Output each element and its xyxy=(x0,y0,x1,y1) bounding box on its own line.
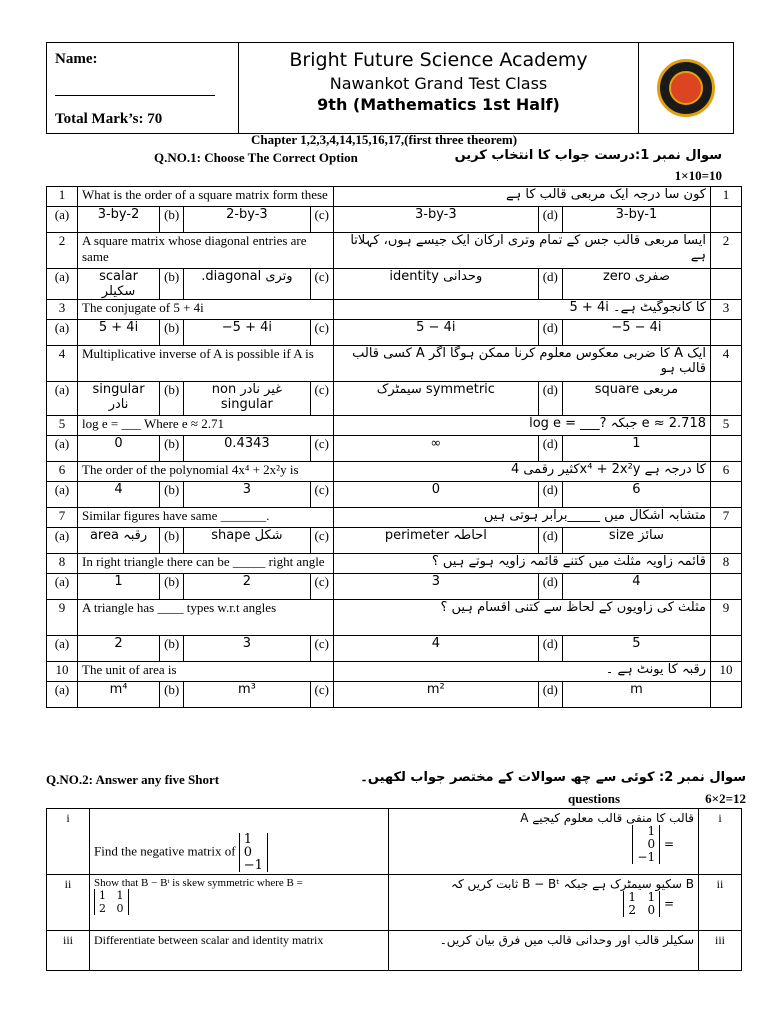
q2-questions-word: questions xyxy=(568,791,621,806)
short-number-ur: iii xyxy=(699,931,742,971)
mcq-number-ur: 1 xyxy=(711,187,742,207)
mcq-question-ur: متشابہ اشکال میں _____برابر ہوتی ہیں xyxy=(333,508,710,528)
mcq-question-row xyxy=(47,554,742,574)
option-label-c: (c) xyxy=(310,436,333,462)
academy-name: Bright Future Science Academy xyxy=(289,49,588,71)
school-logo-icon xyxy=(657,59,715,117)
option-c: 0 xyxy=(333,482,538,508)
mcq-number-ur: 5 xyxy=(711,416,742,436)
mcq-number-ur: 4 xyxy=(711,346,742,382)
option-label-d: (d) xyxy=(538,269,562,300)
mcq-number: 5 xyxy=(47,416,78,436)
test-title: Nawankot Grand Test Class xyxy=(329,74,548,93)
mcq-question-row xyxy=(47,600,742,636)
q1-marks: 1×10=10 xyxy=(674,168,722,183)
short-number: ii xyxy=(47,875,90,931)
mcq-question-ur: رقبہ کا یونٹ ہے ۔ xyxy=(333,662,710,682)
option-label-b: (b) xyxy=(160,382,184,416)
short-en xyxy=(90,809,389,875)
option-a: area رقبہ xyxy=(78,528,160,554)
option-spacer xyxy=(711,320,742,346)
option-spacer xyxy=(711,682,742,708)
mcq-options-row xyxy=(47,528,742,554)
mcq-number: 10 xyxy=(47,662,78,682)
option-spacer xyxy=(711,269,742,300)
option-label-b: (b) xyxy=(160,528,184,554)
option-b: 3 xyxy=(184,636,310,662)
mcq-question-ur: ایسا مربعی قالب جس کے تمام وتری ارکان ایک جیسے ہوں، کہلاتا ہے xyxy=(333,233,710,269)
option-label-d: (d) xyxy=(538,574,562,600)
option-a: 3-by-2 xyxy=(78,207,160,233)
option-label-b: (b) xyxy=(160,682,184,708)
option-label-c: (c) xyxy=(310,482,333,508)
mcq-number-ur: 7 xyxy=(711,508,742,528)
mcq-number-ur: 8 xyxy=(711,554,742,574)
mcq-options-row xyxy=(47,636,742,662)
mcq-question-row xyxy=(47,508,742,528)
mcq-options-row xyxy=(47,207,742,233)
option-b: 0.4343 xyxy=(184,436,310,462)
mcq-question-ur: کثیر رقمی 4x⁴ + 2x²y کا درجہ ہے xyxy=(333,462,710,482)
option-label-a: (a) xyxy=(47,382,78,416)
option-c: identity وحدانی xyxy=(333,269,538,300)
option-label-d: (d) xyxy=(538,207,562,233)
short-en xyxy=(90,875,389,931)
option-d: zero صفری xyxy=(562,269,710,300)
option-b: 2 xyxy=(184,574,310,600)
mcq-question-en: A triangle has ____ types w.r.t angles xyxy=(78,600,334,636)
option-spacer xyxy=(711,482,742,508)
mcq-number-ur: 6 xyxy=(711,462,742,482)
mcq-number: 8 xyxy=(47,554,78,574)
short-ur-text: ثابت کریں کہ B − Bᵗ سکیو سیمٹرک ہے جبکہ B xyxy=(451,877,694,891)
option-spacer xyxy=(711,382,742,416)
mcq-options-row xyxy=(47,320,742,346)
option-label-c: (c) xyxy=(310,636,333,662)
header-box xyxy=(46,42,734,134)
mcq-question-ur: کون سا درجہ ایک مربعی قالب کا ہے xyxy=(333,187,710,207)
mcq-question-row xyxy=(47,300,742,320)
mcq-options-row xyxy=(47,682,742,708)
mcq-question-row xyxy=(47,662,742,682)
option-label-a: (a) xyxy=(47,636,78,662)
option-a: scalar سکیلر xyxy=(78,269,160,300)
mcq-number: 4 xyxy=(47,346,78,382)
option-c: m² xyxy=(333,682,538,708)
short-en-text: Show that B − Bᵗ is skew symmetric where B = xyxy=(94,877,303,889)
q2-heading-ur: سوال نمبر 2: کوئی سے چھ سوالات کے مختصر جواب لکھیں۔ xyxy=(360,770,746,785)
option-b: .diagonal وتری xyxy=(184,269,310,300)
option-label-c: (c) xyxy=(310,528,333,554)
mcq-question-row xyxy=(47,233,742,269)
mcq-question-en: The unit of area is xyxy=(78,662,334,682)
option-label-a: (a) xyxy=(47,320,78,346)
student-info xyxy=(47,43,239,133)
matrix: 1 0 −1 xyxy=(239,833,268,872)
mcq-question-ur: قائمہ زاویہ مثلث میں کتنے قائمہ زاویہ ہوتے ہیں ؟ xyxy=(333,554,710,574)
option-spacer xyxy=(711,528,742,554)
option-d: 1 xyxy=(562,436,710,462)
short-ur: ثابت کریں کہ B − Bᵗ سکیو سیمٹرک ہے جبکہ B 1 1 2 0 = xyxy=(389,875,699,931)
mcq-question-ur: مثلث کی زاویوں کے لحاظ سے کتنی اقسام ہیں ؟ xyxy=(333,600,710,636)
option-c: 5 − 4i xyxy=(333,320,538,346)
option-c: 3 xyxy=(333,574,538,600)
short-number: iii xyxy=(47,931,90,971)
option-label-c: (c) xyxy=(310,320,333,346)
mcq-question-row xyxy=(47,462,742,482)
option-d: square مربعی xyxy=(562,382,710,416)
option-label-b: (b) xyxy=(160,574,184,600)
option-label-d: (d) xyxy=(538,482,562,508)
option-label-a: (a) xyxy=(47,528,78,554)
option-label-d: (d) xyxy=(538,528,562,554)
mcq-question-en: What is the order of a square matrix form these xyxy=(78,187,334,207)
name-label: Name: xyxy=(55,51,98,67)
option-spacer xyxy=(711,207,742,233)
mcq-number: 1 xyxy=(47,187,78,207)
option-b: 3 xyxy=(184,482,310,508)
option-a: 5 + 4i xyxy=(78,320,160,346)
mcq-number-ur: 3 xyxy=(711,300,742,320)
short-ur: سکیلر قالب اور وحدانی قالب میں فرق بیان کریں۔ xyxy=(389,931,699,971)
option-label-d: (d) xyxy=(538,382,562,416)
option-label-c: (c) xyxy=(310,207,333,233)
option-label-d: (d) xyxy=(538,320,562,346)
option-spacer xyxy=(711,636,742,662)
chapters-line: Chapter 1,2,3,4,14,15,16,17,(first three theorem) xyxy=(250,132,518,147)
mcq-question-en: A square matrix whose diagonal entries are same xyxy=(78,233,334,269)
mcq-question-en: Multiplicative inverse of A is possible if A is xyxy=(78,346,334,382)
option-d: 5 xyxy=(562,636,710,662)
option-d: −5 − 4i xyxy=(562,320,710,346)
option-label-d: (d) xyxy=(538,436,562,462)
option-label-c: (c) xyxy=(310,269,333,300)
option-a: 1 xyxy=(78,574,160,600)
option-label-a: (a) xyxy=(47,574,78,600)
mcq-question-en: Similar figures have same _______. xyxy=(78,508,334,528)
mcq-number-ur: 2 xyxy=(711,233,742,269)
short-row xyxy=(47,931,742,971)
mcq-number: 6 xyxy=(47,462,78,482)
option-c: 3-by-3 xyxy=(333,207,538,233)
option-label-b: (b) xyxy=(160,636,184,662)
q1-heading-en: Q.NO.1: Choose The Correct Option xyxy=(154,150,358,165)
option-a: singular نادر xyxy=(78,382,160,416)
option-label-d: (d) xyxy=(538,636,562,662)
mcq-options-row xyxy=(47,382,742,416)
logo-cell xyxy=(639,43,733,133)
option-c: ∞ xyxy=(333,436,538,462)
option-label-c: (c) xyxy=(310,682,333,708)
option-b: non غیر نادر singular xyxy=(184,382,310,416)
option-a: 0 xyxy=(78,436,160,462)
short-ur-text: A قالب کا منفی قالب معلوم کیجیے xyxy=(520,811,694,825)
mcq-number: 9 xyxy=(47,600,78,636)
mcq-question-row xyxy=(47,416,742,436)
mcq-question-en: In right triangle there can be _____ right angle xyxy=(78,554,334,574)
option-b: m³ xyxy=(184,682,310,708)
total-marks: Total Mark’s: 70 xyxy=(55,111,163,127)
option-d: 6 xyxy=(562,482,710,508)
option-label-a: (a) xyxy=(47,207,78,233)
short-number-ur: ii xyxy=(699,875,742,931)
short-row xyxy=(47,809,742,875)
q2-heading-en: Q.NO.2: Answer any five Short xyxy=(46,772,220,787)
option-a: 2 xyxy=(78,636,160,662)
matrix: 1 1 2 0 xyxy=(94,889,129,915)
option-label-b: (b) xyxy=(160,269,184,300)
mcq-options-row xyxy=(47,436,742,462)
option-c: 4 xyxy=(333,636,538,662)
mcq-question-en: The conjugate of 5 + 4i xyxy=(78,300,334,320)
option-label-a: (a) xyxy=(47,436,78,462)
matrix: 1 0 −1 xyxy=(632,825,660,864)
mcq-table xyxy=(46,186,742,708)
mcq-number-ur: 9 xyxy=(711,600,742,636)
short-ur: A قالب کا منفی قالب معلوم کیجیے 1 0 −1 = xyxy=(389,809,699,875)
option-label-a: (a) xyxy=(47,682,78,708)
option-label-b: (b) xyxy=(160,207,184,233)
q2-marks: 6×2=12 xyxy=(705,791,746,806)
name-line xyxy=(55,95,215,96)
option-d: m xyxy=(562,682,710,708)
mcq-question-row xyxy=(47,187,742,207)
short-number-ur: i xyxy=(699,809,742,875)
option-label-d: (d) xyxy=(538,682,562,708)
option-label-a: (a) xyxy=(47,269,78,300)
short-en-text: Find the negative matrix of xyxy=(94,843,236,859)
mcq-number-ur: 10 xyxy=(711,662,742,682)
option-label-c: (c) xyxy=(310,574,333,600)
option-label-b: (b) xyxy=(160,482,184,508)
mcq-options-row xyxy=(47,482,742,508)
option-b: shape شکل xyxy=(184,528,310,554)
mcq-options-row xyxy=(47,269,742,300)
matrix: 1 1 2 0 xyxy=(623,891,660,917)
option-label-b: (b) xyxy=(160,436,184,462)
option-d: 4 xyxy=(562,574,710,600)
option-d: 3-by-1 xyxy=(562,207,710,233)
option-spacer xyxy=(711,574,742,600)
option-b: −5 + 4i xyxy=(184,320,310,346)
option-c: سیمٹرک symmetric xyxy=(333,382,538,416)
mcq-options-row xyxy=(47,574,742,600)
short-en: Differentiate between scalar and identity matrix xyxy=(90,931,389,971)
option-spacer xyxy=(711,436,742,462)
option-a: m⁴ xyxy=(78,682,160,708)
mcq-number: 7 xyxy=(47,508,78,528)
option-c: perimeter احاطہ xyxy=(333,528,538,554)
option-label-c: (c) xyxy=(310,382,333,416)
mcq-question-ur: 5 + 4i کا کانجوگیٹ ہے۔ xyxy=(333,300,710,320)
short-number: i xyxy=(47,809,90,875)
mcq-question-ur: log e = ___? جبکہ e ≈ 2.718 xyxy=(333,416,710,436)
mcq-number: 2 xyxy=(47,233,78,269)
q1-heading-ur: سوال نمبر 1:درست جواب کا انتخاب کریں xyxy=(454,148,722,163)
mcq-question-en: The order of the polynomial 4x⁴ + 2x²y is xyxy=(78,462,334,482)
option-d: size سائز xyxy=(562,528,710,554)
title-block xyxy=(239,43,639,133)
option-b: 2-by-3 xyxy=(184,207,310,233)
mcq-question-en: log e = ___ Where e ≈ 2.71 xyxy=(78,416,334,436)
mcq-number: 3 xyxy=(47,300,78,320)
short-row xyxy=(47,875,742,931)
mcq-question-row xyxy=(47,346,742,382)
option-label-b: (b) xyxy=(160,320,184,346)
option-a: 4 xyxy=(78,482,160,508)
mcq-question-ur: کسی قالب A کا ضربی معکوس معلوم کرنا ممکن ہوگا اگر A ایک قالب ہو xyxy=(333,346,710,382)
option-label-a: (a) xyxy=(47,482,78,508)
subject-title: 9th (Mathematics 1st Half) xyxy=(317,95,560,114)
short-questions-table xyxy=(46,808,742,971)
